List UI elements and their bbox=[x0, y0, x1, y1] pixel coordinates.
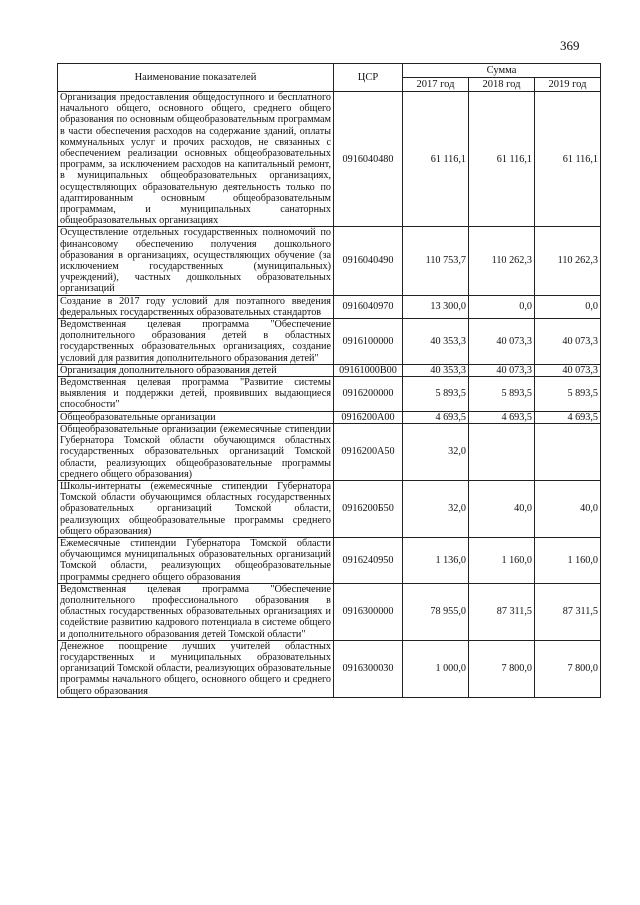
row-name: Ведомственная целевая программа "Развитие системы выявления и поддержки детей, проявивших выдающиеся способности" bbox=[58, 377, 334, 412]
header-year-2018: 2018 год bbox=[469, 78, 535, 92]
row-name: Денежное поощрение лучших учителей областных государственных и муниципальных образовательных организаций Томской области, реализующих образовательные программы начального общего, основного общего и среднего общего образования bbox=[58, 640, 334, 697]
page-number: 369 bbox=[560, 38, 580, 53]
row-value-2018: 4 693,5 bbox=[469, 411, 535, 423]
table-row bbox=[58, 92, 601, 227]
row-name: Организация дополнительного образования детей bbox=[58, 364, 334, 376]
header-sum: Сумма bbox=[403, 64, 601, 78]
row-name: Ведомственная целевая программа "Обеспечение дополнительного образования детей в областных государственных образовательных организациях, создание условий для развития дополнительного образования детей" bbox=[58, 319, 334, 365]
row-code: 0916300030 bbox=[334, 640, 403, 697]
row-value-2017: 32,0 bbox=[403, 423, 469, 480]
row-name: Ежемесячные стипендии Губернатора Томской области обучающимся муниципальных образовательных организаций Томской области, реализующих общеобразовательные программы среднего общего образования bbox=[58, 537, 334, 583]
row-value-2017: 78 955,0 bbox=[403, 583, 469, 640]
row-name: Ведомственная целевая программа "Обеспечение дополнительного профессионального образования в областных государственных образовательных организациях и содействие развитию кадрового потенциала в системе общего и дополнительного образования детей Томской области" bbox=[58, 583, 334, 640]
row-value-2018: 40 073,3 bbox=[469, 364, 535, 376]
row-value-2018: 40 073,3 bbox=[469, 319, 535, 365]
row-value-2019: 0,0 bbox=[535, 295, 601, 318]
budget-table bbox=[57, 63, 601, 698]
row-value-2019: 40 073,3 bbox=[535, 319, 601, 365]
row-value-2018: 7 800,0 bbox=[469, 640, 535, 697]
row-value-2019: 40,0 bbox=[535, 480, 601, 537]
row-value-2019: 4 693,5 bbox=[535, 411, 601, 423]
row-value-2019: 87 311,5 bbox=[535, 583, 601, 640]
row-value-2017: 61 116,1 bbox=[403, 92, 469, 227]
header-year-2017: 2017 год bbox=[403, 78, 469, 92]
row-code: 0916200000 bbox=[334, 377, 403, 412]
row-code: 0916040480 bbox=[334, 92, 403, 227]
row-value-2017: 1 136,0 bbox=[403, 537, 469, 583]
row-value-2019: 110 262,3 bbox=[535, 227, 601, 295]
row-code: 0916200А50 bbox=[334, 423, 403, 480]
header-code: ЦСР bbox=[334, 64, 403, 92]
row-name: Школы-интернаты (ежемесячные стипендии Губернатора Томской области обучающимся областных государственных образовательных организаций Томской области, реализующих общеобразовательные программы среднего общего образования) bbox=[58, 480, 334, 537]
row-value-2017: 13 300,0 bbox=[403, 295, 469, 318]
table-row bbox=[58, 640, 601, 697]
row-code: 0916200А00 bbox=[334, 411, 403, 423]
row-code: 0916200Б50 bbox=[334, 480, 403, 537]
table-row bbox=[58, 295, 601, 318]
row-value-2018: 110 262,3 bbox=[469, 227, 535, 295]
table-row bbox=[58, 537, 601, 583]
table-row bbox=[58, 423, 601, 480]
row-value-2019: 61 116,1 bbox=[535, 92, 601, 227]
table-row bbox=[58, 319, 601, 365]
header-name: Наименование показателей bbox=[58, 64, 334, 92]
row-value-2018: 0,0 bbox=[469, 295, 535, 318]
row-value-2018: 1 160,0 bbox=[469, 537, 535, 583]
table-row bbox=[58, 583, 601, 640]
row-value-2018: 40,0 bbox=[469, 480, 535, 537]
row-value-2018: 5 893,5 bbox=[469, 377, 535, 412]
row-code: 0916300000 bbox=[334, 583, 403, 640]
row-name: Общеобразовательные организации bbox=[58, 411, 334, 423]
row-value-2018: 61 116,1 bbox=[469, 92, 535, 227]
table-row bbox=[58, 364, 601, 376]
row-code: 0916240950 bbox=[334, 537, 403, 583]
row-value-2019 bbox=[535, 423, 601, 480]
table-row bbox=[58, 411, 601, 423]
table-row bbox=[58, 480, 601, 537]
row-value-2018: 87 311,5 bbox=[469, 583, 535, 640]
row-value-2019: 7 800,0 bbox=[535, 640, 601, 697]
row-value-2019: 40 073,3 bbox=[535, 364, 601, 376]
row-name: Организация предоставления общедоступного и бесплатного начального общего, основного общего, среднего общего образования по основным общеобразовательным программам в части обеспечения расходов на содержание зданий, оплаты коммунальных услуг и прочих расходов, не связанных с обеспечением реализации основных общеобразовательных программ, за исключением расходов на капитальный ремонт, в муниципальных общеобразовательных организациях, осуществляющих образовательную деятельность только по адаптированным основным общеобразовательным программам, и муниципальных санаторных общеобразовательных организациях bbox=[58, 92, 334, 227]
row-value-2017: 110 753,7 bbox=[403, 227, 469, 295]
table-row bbox=[58, 227, 601, 295]
table-row bbox=[58, 377, 601, 412]
row-value-2018 bbox=[469, 423, 535, 480]
header-year-2019: 2019 год bbox=[535, 78, 601, 92]
row-code: 0916100000 bbox=[334, 319, 403, 365]
row-value-2017: 4 693,5 bbox=[403, 411, 469, 423]
row-name: Осуществление отдельных государственных полномочий по финансовому обеспечению получения дошкольного образования в организациях, осуществляющих обучение (за исключением государственных (муниципальных) учреждений), частных дошкольных образовательных организаций bbox=[58, 227, 334, 295]
row-code: 0916040970 bbox=[334, 295, 403, 318]
row-code: 09161000В00 bbox=[334, 364, 403, 376]
row-value-2017: 40 353,3 bbox=[403, 364, 469, 376]
row-value-2017: 40 353,3 bbox=[403, 319, 469, 365]
row-value-2019: 5 893,5 bbox=[535, 377, 601, 412]
row-value-2017: 1 000,0 bbox=[403, 640, 469, 697]
row-name: Создание в 2017 году условий для поэтапного введения федеральных государственных образовательных стандартов bbox=[58, 295, 334, 318]
row-code: 0916040490 bbox=[334, 227, 403, 295]
row-value-2017: 5 893,5 bbox=[403, 377, 469, 412]
row-name: Общеобразовательные организации (ежемесячные стипендии Губернатора Томской области обучающимся областных государственных образовательных организаций Томской области, реализующих общеобразовательные программы среднего общего образования) bbox=[58, 423, 334, 480]
row-value-2019: 1 160,0 bbox=[535, 537, 601, 583]
row-value-2017: 32,0 bbox=[403, 480, 469, 537]
